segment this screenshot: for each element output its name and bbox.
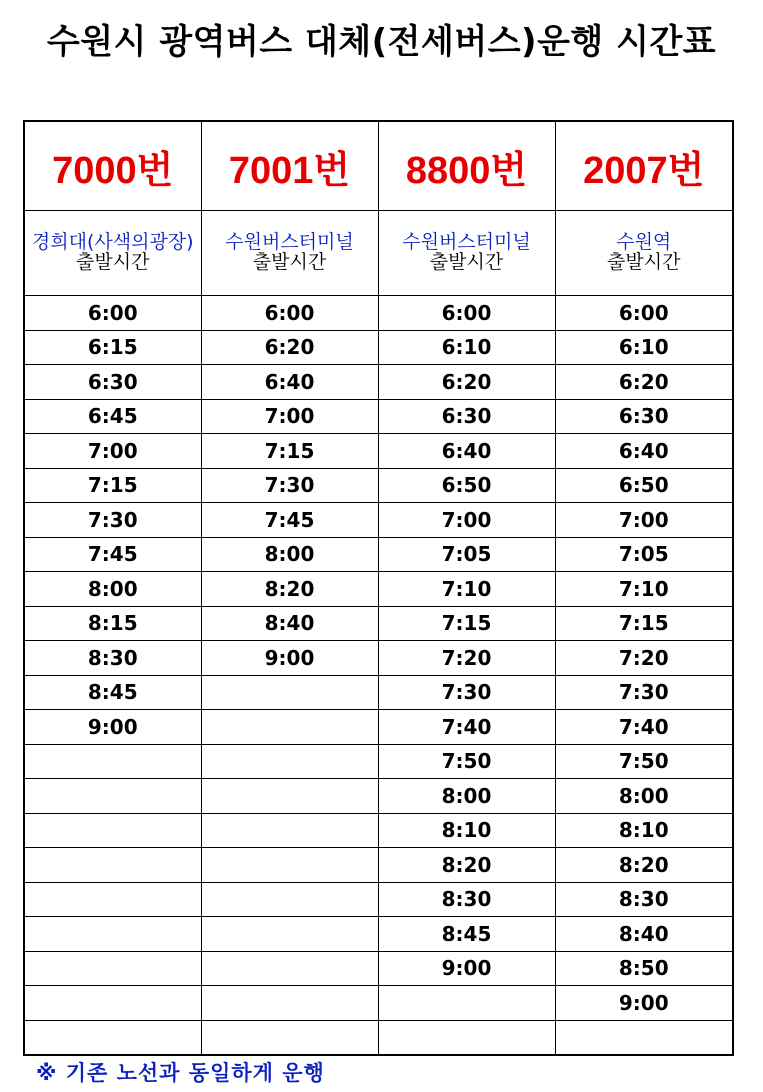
time-cell: 8:00 [24, 572, 201, 607]
time-cell: 7:45 [24, 537, 201, 572]
time-cell: 6:30 [378, 399, 555, 434]
time-cell: 6:20 [378, 365, 555, 400]
time-cell: 7:00 [378, 503, 555, 538]
time-cell: 7:10 [555, 572, 733, 607]
table-row [24, 572, 733, 607]
time-cell: 7:40 [555, 710, 733, 745]
table-row [24, 330, 733, 365]
time-cell: 7:15 [378, 606, 555, 641]
route-cell [201, 121, 378, 211]
time-cell: 7:50 [378, 744, 555, 779]
time-cell [201, 848, 378, 883]
table-row [24, 1020, 733, 1055]
route-cell [378, 121, 555, 211]
time-cell [555, 1020, 733, 1055]
time-cell: 8:50 [555, 951, 733, 986]
time-cell: 7:45 [201, 503, 378, 538]
time-cell: 8:00 [378, 779, 555, 814]
time-cell: 6:00 [201, 296, 378, 331]
time-cell [201, 917, 378, 952]
table-row [24, 917, 733, 952]
table-row [24, 986, 733, 1021]
time-cell: 6:20 [201, 330, 378, 365]
route-cell [555, 121, 733, 211]
time-cell: 9:00 [201, 641, 378, 676]
time-cell: 6:00 [378, 296, 555, 331]
timetable [23, 120, 734, 1056]
table-row [24, 537, 733, 572]
time-cell [201, 744, 378, 779]
time-cell: 8:30 [24, 641, 201, 676]
time-cell: 7:20 [555, 641, 733, 676]
time-cell [378, 1020, 555, 1055]
time-cell: 7:30 [24, 503, 201, 538]
time-cell [24, 986, 201, 1021]
time-cell: 8:45 [378, 917, 555, 952]
table-row [24, 399, 733, 434]
time-cell: 8:45 [24, 675, 201, 710]
time-cell: 8:00 [555, 779, 733, 814]
time-cell: 6:15 [24, 330, 201, 365]
table-row [24, 606, 733, 641]
time-cell: 8:40 [555, 917, 733, 952]
time-cell: 7:20 [378, 641, 555, 676]
route-number: 8800번 [405, 149, 528, 192]
table-row [24, 296, 733, 331]
time-cell: 7:15 [201, 434, 378, 469]
time-cell: 6:40 [378, 434, 555, 469]
route-number: 7000번 [52, 149, 174, 192]
origin-subtitle: 출발시간 [252, 251, 327, 273]
time-cell: 6:40 [555, 434, 733, 469]
time-cell: 7:30 [555, 675, 733, 710]
time-cell [378, 986, 555, 1021]
time-cell: 7:15 [555, 606, 733, 641]
table-row [24, 434, 733, 469]
time-cell: 7:05 [555, 537, 733, 572]
time-cell [201, 1020, 378, 1055]
origin-name: 수원버스터미널 [402, 231, 531, 254]
time-cell [24, 917, 201, 952]
time-cell [201, 779, 378, 814]
time-cell [24, 744, 201, 779]
time-cell: 6:10 [555, 330, 733, 365]
table-row [24, 779, 733, 814]
time-cell [24, 779, 201, 814]
time-cell: 7:15 [24, 468, 201, 503]
time-cell: 7:00 [555, 503, 733, 538]
table-row [24, 813, 733, 848]
origin-name: 경희대(사색의광장) [31, 231, 194, 254]
page-title: 수원시 광역버스 대체(전세버스)운행 시간표 [46, 22, 717, 62]
time-cell: 9:00 [378, 951, 555, 986]
time-cell: 6:30 [24, 365, 201, 400]
time-cell: 6:50 [555, 468, 733, 503]
time-cell [201, 986, 378, 1021]
time-cell [24, 882, 201, 917]
route-number: 2007번 [583, 149, 705, 192]
time-cell [201, 951, 378, 986]
origin-cell [201, 211, 378, 296]
time-cell: 8:20 [378, 848, 555, 883]
time-cell: 6:45 [24, 399, 201, 434]
time-cell: 7:50 [555, 744, 733, 779]
table-row [24, 882, 733, 917]
origin-cell [378, 211, 555, 296]
time-cell: 8:00 [201, 537, 378, 572]
time-cell [201, 813, 378, 848]
time-cell: 7:10 [378, 572, 555, 607]
time-cell: 9:00 [555, 986, 733, 1021]
time-cell [201, 882, 378, 917]
time-cell: 7:00 [24, 434, 201, 469]
table-row [24, 848, 733, 883]
time-cell: 6:30 [555, 399, 733, 434]
footnote: ※ 기존 노선과 동일하게 운행 [36, 1061, 325, 1085]
time-cell: 7:00 [201, 399, 378, 434]
origin-subtitle: 출발시간 [76, 251, 150, 273]
time-cell: 6:00 [24, 296, 201, 331]
origin-cell [24, 211, 201, 296]
time-cell [24, 951, 201, 986]
time-cell: 9:00 [24, 710, 201, 745]
time-cell [24, 813, 201, 848]
time-cell: 8:10 [555, 813, 733, 848]
time-cell: 8:40 [201, 606, 378, 641]
time-cell: 6:20 [555, 365, 733, 400]
origin-name: 수원버스터미널 [225, 231, 354, 254]
time-cell [24, 1020, 201, 1055]
table-row [24, 744, 733, 779]
time-cell: 6:10 [378, 330, 555, 365]
time-cell: 8:30 [378, 882, 555, 917]
time-cell [24, 848, 201, 883]
table-row [24, 503, 733, 538]
time-cell: 7:05 [378, 537, 555, 572]
time-cell: 8:15 [24, 606, 201, 641]
table-row [24, 641, 733, 676]
time-cell: 8:20 [555, 848, 733, 883]
time-cell: 7:40 [378, 710, 555, 745]
time-cell [201, 710, 378, 745]
time-cell: 7:30 [201, 468, 378, 503]
origin-name: 수원역 [616, 231, 672, 254]
table-row [24, 468, 733, 503]
origin-header-row [24, 211, 733, 296]
route-header-row [24, 121, 733, 211]
table-row [24, 710, 733, 745]
time-cell: 6:50 [378, 468, 555, 503]
time-cell: 6:00 [555, 296, 733, 331]
time-cell: 8:10 [378, 813, 555, 848]
origin-subtitle: 출발시간 [607, 251, 681, 273]
time-cell [201, 675, 378, 710]
route-number: 7001번 [228, 149, 351, 192]
time-cell: 8:30 [555, 882, 733, 917]
time-cell: 8:20 [201, 572, 378, 607]
table-row [24, 365, 733, 400]
route-cell [24, 121, 201, 211]
table-row [24, 951, 733, 986]
origin-subtitle: 출발시간 [429, 251, 504, 273]
table-row [24, 675, 733, 710]
time-cell: 7:30 [378, 675, 555, 710]
time-cell: 6:40 [201, 365, 378, 400]
origin-cell [555, 211, 733, 296]
